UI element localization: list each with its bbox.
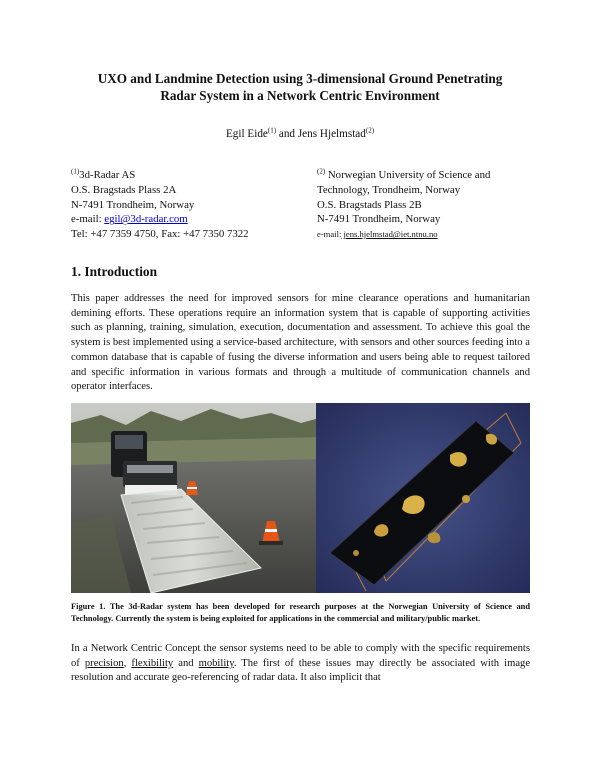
affiliation-2-city: N-7491 Trondheim, Norway [317,213,441,226]
affiliation-1 [71,168,249,242]
affiliation-1-org: 3d-Radar AS [79,169,136,181]
radar-3d-volume-image [316,403,530,593]
author-and: and [276,128,298,140]
section-heading-introduction: 1. Introduction [71,264,158,279]
figure-1-caption: Figure 1. The 3d-Radar system has been developed for research purposes at the Norwegian University of Science and Technology. Currently the system is being exploited for applications in the commercial and military/public market. [71,602,530,623]
author-2: Jens Hjelmstad [297,128,366,140]
affiliation-2-org-line-2: Technology, Trondheim, Norway [317,183,461,196]
paragraph-2-sep-1: , [123,657,132,669]
affiliation-1-phone: Tel: +47 7359 4750, Fax: +47 7350 7322 [71,228,249,241]
affiliation-1-city: N-7491 Trondheim, Norway [71,198,195,211]
paper-title [60,70,540,104]
figure-photo-radar-vehicle [71,403,323,593]
term-flexibility: flexibility [131,657,174,669]
paragraph-2-part-2: . The first of these issues may directly be associated with image resolution and accurate geo-referencing of radar data. It also implicit that [71,657,531,684]
affiliation-1-email-link[interactable]: egil@3d-radar.com [104,213,188,226]
term-mobility: mobility [198,657,234,669]
affiliation-2-email-label: e-mail: [317,229,342,240]
affiliation-1-street: O.S. Bragstads Plass 2A [71,183,177,196]
affiliation-2-mark: (2) [317,167,326,176]
introduction-paragraph: This paper addresses the need for improved sensors for mine clearance operations and humanitarian demining efforts. These operations require an information system that is capable of supporting activities such as planning, training, simulation, execution, documentation and assessment. To achieve this goal the system is best implemented using a service-based architecture, with sensors and other sources feeding into a common database that is capable of fusing the diverse information and users being able to request tailored and specific information in various formats and through a multitude of communication channels and operator interfaces. [71,293,530,393]
network-centric-paragraph [71,642,530,686]
author-2-mark: (2) [365,126,375,135]
paragraph-2-sep-2: and [173,657,199,669]
title-line-2: Radar System in a Network Centric Environment [160,88,440,103]
affiliation-2-street: O.S. Bragstads Plass 2B [317,198,422,211]
author-1: Egil Eide [225,128,268,140]
affiliation-2 [317,168,490,242]
title-line-1: UXO and Landmine Detection using 3-dimensional Ground Penetrating [97,71,503,86]
affiliation-1-email-label: e-mail: [71,213,105,226]
photo-radar-vehicle-image [71,403,323,593]
term-precision: precision [84,657,124,669]
author-1-mark: (1) [267,126,277,135]
affiliation-1-mark: (1) [71,167,80,176]
paragraph-2-part-1: In a Network Centric Concept the sensor systems need to be able to comply with the specific requirements of [71,643,530,669]
figure-3d-radar-visualization [316,403,530,593]
affiliation-2-org-line-1: Norwegian University of Science and [327,169,491,181]
affiliation-2-email-link[interactable]: jens.hjelmstad@iet.ntnu.no [341,229,438,240]
author-line [0,128,600,140]
